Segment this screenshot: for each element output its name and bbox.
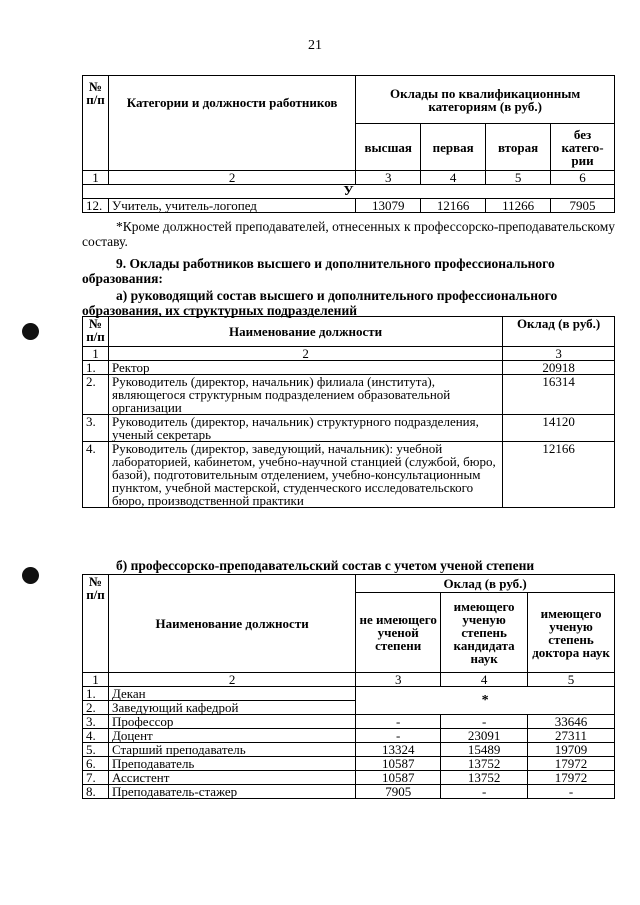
row-name: Декан — [108, 687, 355, 701]
star-merged-cell: * — [356, 687, 615, 715]
row-num: 4. — [83, 729, 109, 743]
row-value: 7905 — [356, 785, 441, 799]
table-management-salaries — [82, 316, 615, 508]
row-name: Профессор — [108, 715, 355, 729]
row-value: - — [528, 785, 615, 799]
row-value: 13752 — [441, 771, 528, 785]
header-col: без катего-рии — [551, 124, 615, 171]
row-value: 13324 — [356, 743, 441, 757]
row-value: 19709 — [528, 743, 615, 757]
table-row — [83, 415, 615, 442]
index-cell: 4 — [421, 171, 486, 185]
index-cell: 3 — [356, 171, 421, 185]
table-row — [83, 743, 615, 757]
header-position: Наименование должности — [108, 317, 502, 347]
index-cell: 6 — [551, 171, 615, 185]
row-value: - — [441, 715, 528, 729]
row-value: 17972 — [528, 757, 615, 771]
row-num: 12. — [83, 199, 109, 213]
table-row — [83, 785, 615, 799]
section-9a-title: а) руководящий состав высшего и дополнительного профессионального образования, их структурных подразделений — [82, 288, 558, 318]
header-col: не имеющего ученой степени — [356, 593, 441, 673]
index-cell: 3 — [503, 347, 615, 361]
row-value: 27311 — [528, 729, 615, 743]
row-value: 13752 — [441, 757, 528, 771]
row-name: Преподаватель — [108, 757, 355, 771]
row-value: - — [441, 785, 528, 799]
row-value: 23091 — [441, 729, 528, 743]
row-num: 8. — [83, 785, 109, 799]
table-row — [83, 729, 615, 743]
header-salary: Оклад (в руб.) — [356, 575, 615, 593]
header-col: имеющего ученую степень кандидата наук — [441, 593, 528, 673]
row-value: 14120 — [503, 415, 615, 442]
row-name: Заведующий кафедрой — [108, 701, 355, 715]
row-name: Руководитель (директор, начальник) филиала (института), являющегося структурным подразделением образовательной организации — [108, 375, 502, 415]
table-row — [83, 771, 615, 785]
header-salary-by-category: Оклады по квалификационным категориям (в руб.) — [356, 76, 615, 124]
row-num: 1. — [83, 361, 109, 375]
table-row — [83, 687, 615, 701]
row-name: Ассистент — [108, 771, 355, 785]
index-cell: 2 — [108, 673, 355, 687]
punch-hole — [22, 323, 39, 340]
row-name: Ректор — [108, 361, 502, 375]
row-value: 12166 — [503, 442, 615, 508]
header-num: № п/п — [83, 575, 109, 673]
row-value: 12166 — [421, 199, 486, 213]
row-num: 4. — [83, 442, 109, 508]
row-value: 11266 — [486, 199, 551, 213]
row-name: Старший преподаватель — [108, 743, 355, 757]
row-num: 1. — [83, 687, 109, 701]
header-num: № п/п — [83, 317, 109, 347]
header-col: имеющего ученую степень доктора наук — [528, 593, 615, 673]
index-cell: 5 — [528, 673, 615, 687]
header-col: высшая — [356, 124, 421, 171]
table-faculty-salaries — [82, 574, 615, 799]
index-cell: 2 — [108, 171, 355, 185]
row-num: 2. — [83, 701, 109, 715]
row-value: 10587 — [356, 771, 441, 785]
table-row — [83, 442, 615, 508]
row-name: Руководитель (директор, заведующий, начальник): учебной лабораторией, кабинетом, учебно-научной станцией (службой, бюро, базой), подготовительным отделением, учебно-консультационным пунктом, учебной мастерской, студенческого исследовательского бюро, производственной практики — [108, 442, 502, 508]
punch-hole — [22, 567, 39, 584]
header-position: Наименование должности — [108, 575, 355, 673]
row-num: 3. — [83, 415, 109, 442]
row-value: 17972 — [528, 771, 615, 785]
table-row — [83, 199, 615, 213]
table-note: *Кроме должностей преподавателей, отнесенных к профессорско-преподавательскому составу. — [82, 219, 615, 249]
row-value: 7905 — [551, 199, 615, 213]
row-num: 7. — [83, 771, 109, 785]
index-cell: 1 — [83, 347, 109, 361]
row-value: 10587 — [356, 757, 441, 771]
row-num: 6. — [83, 757, 109, 771]
table-row — [83, 375, 615, 415]
row-name: Преподаватель-стажер — [108, 785, 355, 799]
section-9b-title: б) профессорско-преподавательский состав с учетом ученой степени — [116, 558, 535, 573]
table-teacher-salaries — [82, 75, 615, 213]
row-value: - — [356, 715, 441, 729]
page-number: 21 — [308, 38, 322, 53]
header-category: Категории и должности работников — [108, 76, 355, 171]
header-num: № п/п — [83, 76, 109, 171]
section-row: У — [83, 185, 615, 199]
index-cell: 1 — [83, 171, 109, 185]
index-cell: 1 — [83, 673, 109, 687]
row-name: Доцент — [108, 729, 355, 743]
table-row — [83, 361, 615, 375]
row-value: 33646 — [528, 715, 615, 729]
row-value: 16314 — [503, 375, 615, 415]
row-value: - — [356, 729, 441, 743]
header-col: вторая — [486, 124, 551, 171]
index-cell: 5 — [486, 171, 551, 185]
row-num: 3. — [83, 715, 109, 729]
section-9-title: 9. Оклады работников высшего и дополнительного профессионального образования: — [82, 256, 555, 286]
header-col: первая — [421, 124, 486, 171]
row-num: 5. — [83, 743, 109, 757]
row-value: 13079 — [356, 199, 421, 213]
row-num: 2. — [83, 375, 109, 415]
table-row — [83, 757, 615, 771]
index-cell: 4 — [441, 673, 528, 687]
row-value: 15489 — [441, 743, 528, 757]
row-name: Учитель, учитель-логопед — [108, 199, 355, 213]
row-value: 20918 — [503, 361, 615, 375]
header-salary: Оклад (в руб.) — [503, 317, 615, 347]
index-cell: 2 — [108, 347, 502, 361]
index-cell: 3 — [356, 673, 441, 687]
row-name: Руководитель (директор, начальник) структурного подразделения, ученый секретарь — [108, 415, 502, 442]
table-row — [83, 715, 615, 729]
